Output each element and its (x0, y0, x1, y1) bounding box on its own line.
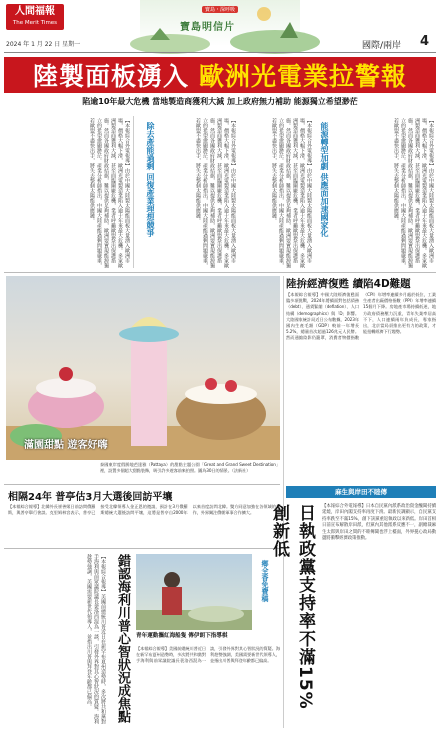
story-left-columns (8, 118, 130, 268)
headline-right: 歐洲光電業拉警報 (199, 62, 408, 91)
headline-bar (4, 57, 436, 93)
main-photo (6, 276, 280, 460)
banner-tag: 寶島・深呼吸 (202, 6, 238, 13)
small-photo (136, 554, 252, 630)
subheadline: 陷逾10年最大危機 當地製造商獲利大減 加上政府無力補助 能源獨立希望渺茫 (82, 97, 358, 106)
col-divider-2 (283, 276, 284, 728)
china-body (286, 292, 436, 482)
story-right-columns-2 (334, 118, 434, 268)
putin-headline: 相隔24年 普亭估3月大選後回訪平壤 (8, 492, 173, 503)
china-body-text: 【本報綜合報導】中國大陸經濟復甦面臨多項挑戰，2024年將續面對包括債務（debt）、通貨緊縮（deflation）、人口結構（demographics）與「D」影響。大陸國家統計局近日公布數據，2023年國內生產毛額（GDP）較前一年增長5.2%，總量首次超過126兆元人民幣。然而通縮陰影仍籠罩，消費者物價指數（CPI）年增率連續多月處於低位，工業生產者出廠價格指數（PPI）年增率連續15個月下降。房地產市場持續低迷，地方政府債務壓力沉重，青年失業率居高不下，人口連續兩年負成長，專家指出，北京當局須推出更有力的政策，才能扭轉經濟下行趨勢。 (286, 292, 436, 341)
rule-3 (4, 548, 280, 549)
logo-cn: 人間福報 (15, 6, 55, 17)
main-photo-caption-text: 泰國東岸度假勝地芭達雅（Pattaya）的甜點主題公園「Great and Grand Sweet Destination」裡，設置多個超大甜點裝飾，吸引許多遊客前來拍照。圖為30日的情景。（法新社） (100, 462, 280, 473)
main-photo-caption (100, 462, 280, 482)
story-right-body-2: 【本報綜合外電報導】由於中國大陸製太陽能面板大量湧入歐洲市場，價格大幅下滑，歐洲光電製造業陷入逾十年來最大危機。多家歐洲製造商獲利大減，甚至面臨關廠危機，業者呼籲歐盟祭出保護措施。然而各國政府財政拮据，難以提供足夠補助，歐洲要實現能源獨立的希望愈顯渺茫。產業分析師指出，中國大陸產能過剩問題嚴重，若歐盟不盡快出手，將失去整個太陽能供應鏈。 (393, 118, 434, 268)
section-label: 國際/兩岸 (362, 41, 402, 51)
pull-quote-right: 能源轉型加劇 供應面加速國家化 (320, 122, 329, 237)
masthead-rule (4, 52, 436, 53)
person-photo (136, 554, 252, 630)
trump-body-text: 【本報綜合報導】美國前總統川普近日在新罕布夏州造勢時，多次將共和黨對手海利與前眾議院議長裴洛西混為一談，引發外界對其心智狀況的質疑。海利趁勢強調，美國需要新世代領導人，並指出川普與拜登年齡都已偏高。 (86, 554, 106, 724)
masthead (0, 0, 440, 56)
col-divider (133, 116, 134, 268)
small-photo-caption: 青年運動攜紅海船隻 傳伊朗下指導棋 (136, 633, 228, 639)
page-number: 4 (420, 34, 430, 49)
small-photo-body-text: 【本報綜合報導】美國前總統川普近日在新罕布夏州造勢時，多次將共和黨對手海利與前眾議院議長裴洛西混為一談，引發外界對其心智狀況的質疑。海利趁勢強調，美國需要新世代領導人，並指出川普與拜登年齡都已偏高。 (136, 646, 280, 663)
japan-label: 麻生與岸田不睦傳 (286, 486, 436, 498)
story-right-body: 【本報綜合外電報導】由於中國大陸製太陽能面板大量湧入歐洲市場，價格大幅下滑，歐洲光電製造業陷入逾十年來最大危機。多家歐洲製造商獲利大減，甚至面臨關廠危機，業者呼籲歐盟祭出保護措施。然而各國政府財政拮据，難以提供足夠補助，歐洲要實現能源獨立的希望愈顯渺茫。產業分析師指出，中國大陸產能過剩問題嚴重，若歐盟不盡快出手，將失去整個太陽能供應鏈。 (271, 118, 312, 268)
logo (6, 4, 64, 30)
story-left-columns-2 (160, 118, 236, 268)
photo-inset-caption: 滿園甜點 遊客好嗨 (24, 440, 108, 451)
small-photo-side-note: 鄉全香免費稿 (261, 560, 269, 602)
putin-body (8, 504, 280, 546)
small-photo-body (136, 646, 280, 730)
issue-date: 2024 年 1 月 22 日 星期一 (6, 41, 81, 48)
headline-left: 陸製面板湧入 (32, 62, 189, 91)
story-right-columns (240, 118, 312, 268)
pull-quote-left: 除去產能過剩 回復產業理想競爭 (146, 122, 155, 237)
rule-2 (4, 484, 280, 485)
dessert-park-photo (6, 276, 280, 460)
putin-body-text: 【本報綜合報導】北韓外長崔善姬日前訪問俄羅斯，與普亭舉行會談。克里姆林宮表示，普亭已接受北韓領導人金正恩的邀請，預計在3月俄羅斯總統大選後訪問平壤，這將是普亭自2000年以來首度訪問北韓。雙方同意加強在各領域的合作，外界關注俄朝軍事合作擴大。 (8, 504, 280, 515)
banner-title: 寶島明信片 (180, 22, 235, 33)
trump-headline: 錯認海利川普心智狀況成焦點 (115, 554, 130, 723)
japan-headline: 日執政黨支持率不滿15% 創新低 (269, 504, 315, 710)
story-left-body-2: 【本報綜合外電報導】由於中國大陸製太陽能面板大量湧入歐洲市場，價格大幅下滑，歐洲光電製造業陷入逾十年來最大危機。多家歐洲製造商獲利大減，甚至面臨關廠危機，業者呼籲歐盟祭出保護措施。然而各國政府財政拮据，難以提供足夠補助，歐洲要實現能源獨立的希望愈顯渺茫。產業分析師指出，中國大陸產能過剩問題嚴重，若歐盟不盡快出手，將失去整個太陽能供應鏈。 (195, 118, 236, 268)
logo-en: The Merit Times (12, 20, 58, 26)
japan-body-text: 【本報綜合外電報導】日本自民黨內派系政治資金醜聞持續延燒，岸田內閣支持率再度下滑。最新民調顯示，自民黨支持率跌至不滿15%，創下該黨重返執政以來新低。岸田首相日前宣布解散岸田派，但黨內其他派系反應不一，副總裁麻生太郎與岸田之間的不睦傳聞也浮上檯面，外界憂心政局動盪將衝擊經濟政策推動。 (322, 504, 436, 542)
rule (4, 272, 436, 273)
trump-body (8, 554, 106, 724)
japan-body (322, 504, 436, 728)
story-left-body: 【本報綜合外電報導】由於中國大陸製太陽能面板大量湧入歐洲市場，價格大幅下滑，歐洲光電製造業陷入逾十年來最大危機。多家歐洲製造商獲利大減，甚至面臨關廠危機，業者呼籲歐盟祭出保護措施。然而各國政府財政拮据，難以提供足夠補助，歐洲要實現能源獨立的希望愈顯渺茫。產業分析師指出，中國大陸產能過剩問題嚴重，若歐盟不盡快出手，將失去整個太陽能供應鏈。 (89, 118, 130, 268)
china-headline: 陸拚經濟復甦 續陷4D難題 (286, 278, 411, 290)
banner-illustration (140, 0, 300, 46)
